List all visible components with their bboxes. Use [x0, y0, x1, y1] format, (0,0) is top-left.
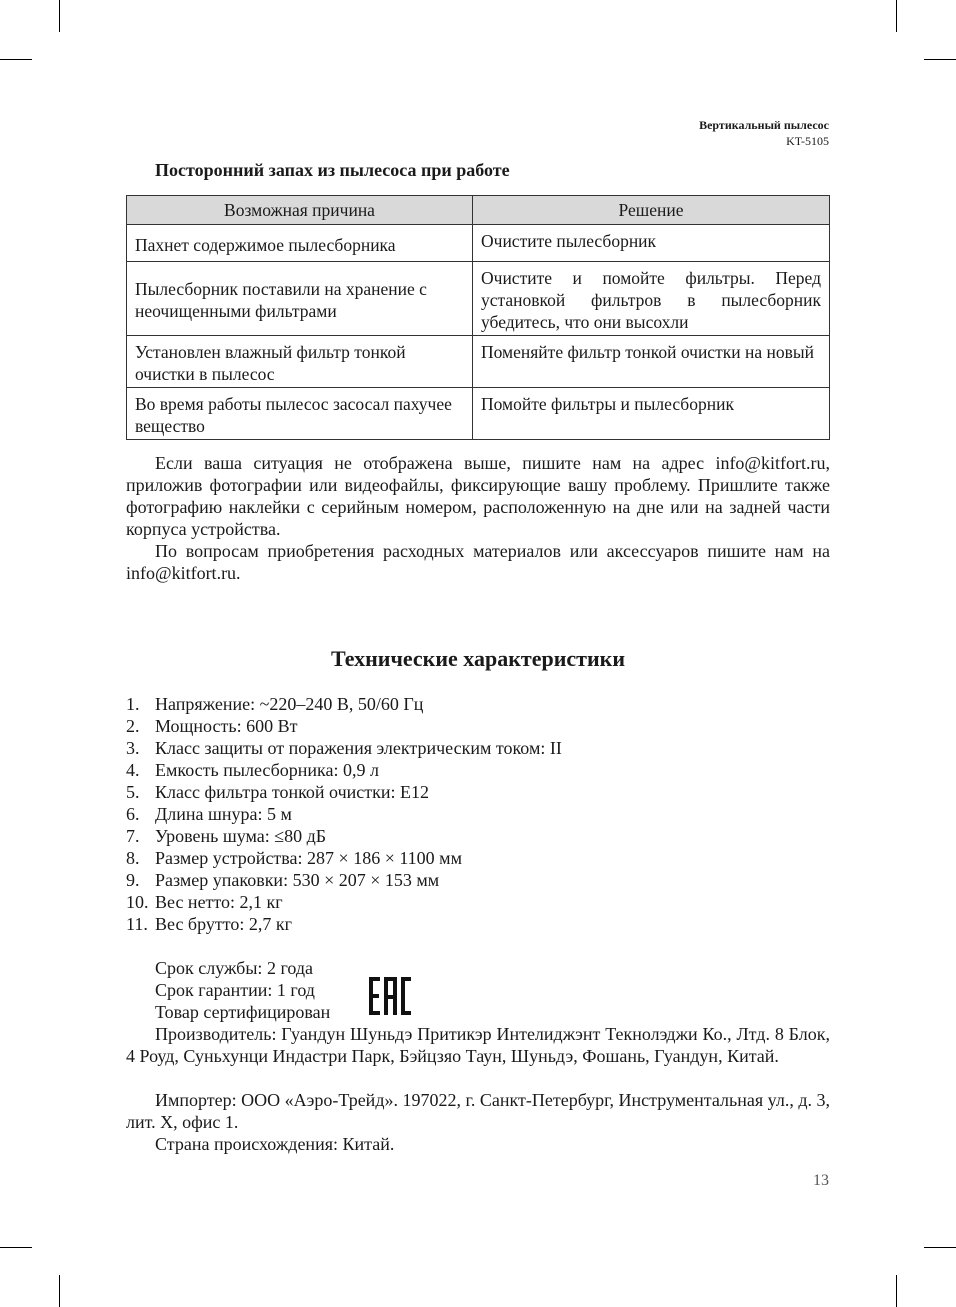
service-life: Срок службы: 2 года: [155, 958, 314, 978]
solution-cell: Помойте фильтры и пылесборник: [473, 388, 830, 440]
item-text: Вес нетто: 2,1 кг: [155, 892, 283, 912]
item-text: Длина шнура: 5 м: [155, 804, 292, 824]
specs-list: [126, 693, 830, 935]
origin: Страна происхождения: Китай.: [155, 1134, 395, 1154]
item-number: 11.: [126, 914, 148, 934]
solution-cell: Очистите пылесборник: [473, 225, 830, 262]
column-header-solution: Решение: [473, 196, 830, 225]
cause-cell: Пахнет содержимое пылесборника: [127, 225, 473, 262]
specs-title: Технические характеристики: [330, 646, 626, 671]
item-number: 9.: [126, 870, 140, 890]
item-text: Вес брутто: 2,7 кг: [155, 914, 292, 934]
item-number: 4.: [126, 760, 140, 780]
item-number: 10.: [126, 892, 149, 912]
crop-mark: [59, 0, 60, 32]
crop-mark: [0, 1247, 32, 1248]
item-number: 6.: [126, 804, 140, 824]
table-row: [127, 262, 830, 336]
service-info: [155, 957, 330, 1023]
item-text: Уровень шума: ≤80 дБ: [155, 826, 327, 846]
warranty: Срок гарантии: 1 год: [155, 980, 315, 1000]
item-number: 7.: [126, 826, 140, 846]
page-number: 13: [813, 1172, 829, 1189]
item-text: Размер упаковки: 530 × 207 × 153 мм: [155, 870, 440, 890]
solution-cell: Поменяйте фильтр тонкой очистки на новый: [473, 336, 830, 388]
running-header: [699, 117, 829, 149]
accessories-paragraph: По вопросам приобретения расходных материалов или аксессуаров пишите нам на info@kitfort.ru.: [126, 541, 830, 583]
column-header-cause: Возможная причина: [127, 196, 473, 225]
cause-cell: Установлен влажный фильтр тонкой очистки в пылесос: [127, 336, 473, 388]
list-item: [126, 891, 830, 913]
item-number: 8.: [126, 848, 140, 868]
certified: Товар сертифицирован: [155, 1002, 331, 1022]
item-text: Класс фильтра тонкой очистки: E12: [155, 782, 430, 802]
header-model: KT-5105: [786, 134, 829, 148]
list-item: [126, 693, 830, 715]
cause-cell: Во время работы пылесос засосал пахучее вещество: [127, 388, 473, 440]
eac-logo: [368, 975, 412, 1017]
list-item: [126, 781, 830, 803]
crop-mark: [59, 1275, 60, 1307]
table-row: [127, 388, 830, 440]
item-text: Мощность: 600 Вт: [155, 716, 298, 736]
contact-paragraph: Если ваша ситуация не отображена выше, пишите нам на адрес info@kitfort.ru, приложив фотографии или видеофайлы, фиксирующие вашу проблему. Пришлите также фотографию наклейки с серийным номером, расположенную на дне или на задней части корпуса устройства.: [126, 453, 830, 539]
crop-mark: [924, 1247, 956, 1248]
table-row: [127, 225, 830, 262]
crop-mark: [0, 59, 32, 60]
item-number: 1.: [126, 694, 140, 714]
list-item: [126, 869, 830, 891]
crop-mark: [896, 0, 897, 32]
item-number: 5.: [126, 782, 140, 802]
list-item: [126, 759, 830, 781]
item-text: Размер устройства: 287 × 186 × 1100 мм: [155, 848, 462, 868]
item-text: Класс защиты от поражения электрическим током: II: [155, 738, 562, 758]
header-product: Вертикальный пылесос: [699, 118, 829, 132]
troubleshooting-table: [126, 195, 830, 440]
crop-mark: [924, 59, 956, 60]
list-item: [126, 913, 830, 935]
cause-cell: Пылесборник поставили на хранение с неочищенными фильтрами: [127, 262, 473, 336]
manufacturer: Производитель: Гуандун Шуньдэ Притикэр Интелиджэнт Текнолэджи Ко., Лтд. 8 Блок, 4 Роуд, Суньхунци Индастри Парк, Бэйцзяо Таун, Шуньдэ, Фошань, Гуандун, Китай.: [126, 1024, 830, 1066]
crop-mark: [896, 1275, 897, 1307]
table-header-row: [127, 196, 830, 225]
list-item: [126, 825, 830, 847]
list-item: [126, 803, 830, 825]
item-text: Емкость пылесборника: 0,9 л: [155, 760, 379, 780]
table-row: [127, 336, 830, 388]
item-number: 2.: [126, 716, 140, 736]
importer: Импортер: ООО «Аэро-Трейд». 197022, г. Санкт-Петербург, Инструментальная ул., д. 3, лит. Х, офис 1.: [126, 1090, 830, 1132]
item-text: Напряжение: ~220–240 В, 50/60 Гц: [155, 694, 424, 714]
list-item: [126, 847, 830, 869]
list-item: [126, 715, 830, 737]
list-item: [126, 737, 830, 759]
item-number: 3.: [126, 738, 140, 758]
troubleshooting-title: Посторонний запах из пылесоса при работе: [155, 160, 510, 180]
solution-cell: Очистите и помойте фильтры. Перед установкой фильтров в пылесборник убедитесь, что они высохли: [473, 262, 830, 336]
